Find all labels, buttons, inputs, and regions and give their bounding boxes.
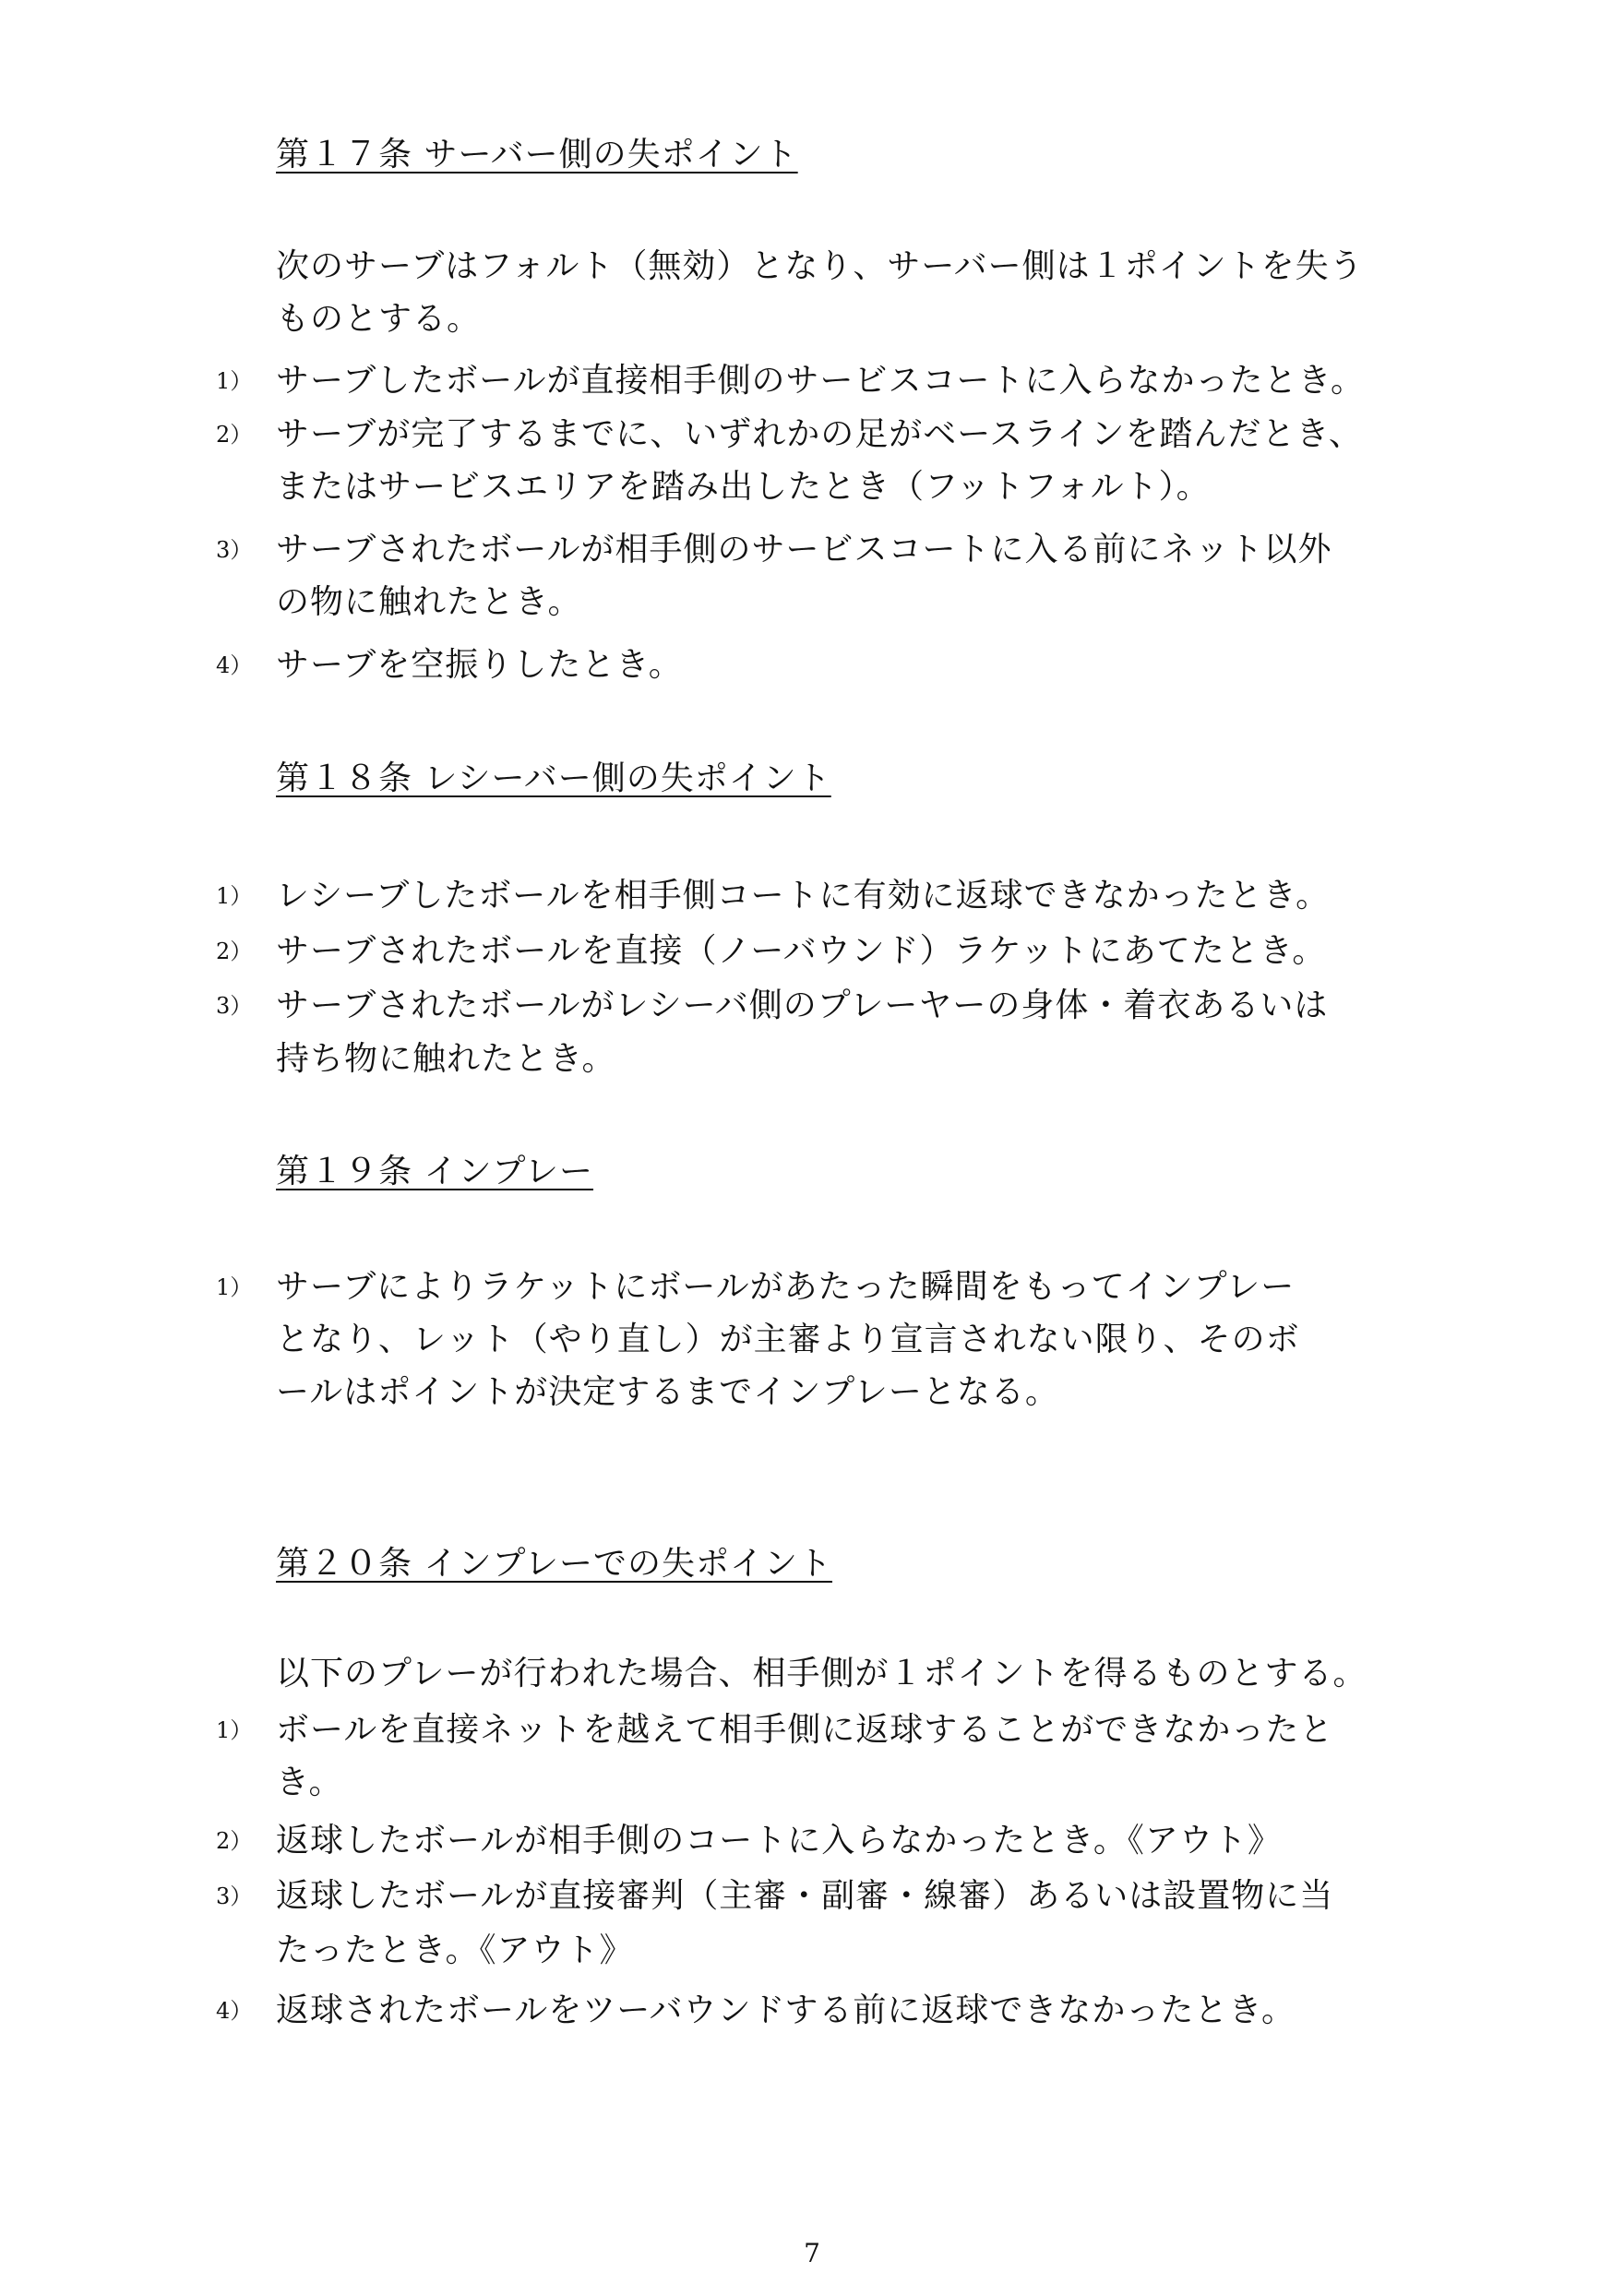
article-20-intro-line-1: 以下のプレーが行われた場合、相手側が１ポイントを得るものとする。 — [276, 1655, 1367, 1692]
article-20-heading: 第２０条 インプレーでの失ポイント — [276, 1545, 833, 1583]
article-17-item-3-line-2: の物に触れたとき。 — [276, 583, 582, 621]
article-20-item-3-number: 3） — [216, 1883, 253, 1909]
article-20-item-2-line-1: 返球したボールが相手側のコートに入らなかったとき。《アウト》 — [276, 1822, 1282, 1860]
article-20-item-1-number: 1） — [216, 1717, 253, 1743]
article-20-item-3-line-1: 返球したボールが直接審判（主審・副審・線審）あるいは設置物に当 — [276, 1877, 1334, 1915]
article-18-item-3-number: 3） — [216, 993, 253, 1019]
article-19-item-1-line-1: サーブによりラケットにボールがあたった瞬間をもってインプレー — [276, 1268, 1296, 1306]
article-18-item-3-line-1: サーブされたボールがレシーバ側のプレーヤーの身体・着衣あるいは — [276, 987, 1329, 1024]
article-17-item-3-line-1: サーブされたボールが相手側のサービスコートに入る前にネット以外 — [276, 531, 1332, 568]
article-17-item-1-number: 1） — [216, 368, 253, 394]
article-18-item-2-line-1: サーブされたボールを直接（ノーバウンド）ラケットにあてたとき。 — [276, 932, 1327, 970]
article-17-item-3-number: 3） — [216, 537, 253, 563]
article-17-intro-line-1: 次のサーブはフォルト（無効）となり、サーバー側は１ポイントを失う — [276, 247, 1364, 285]
article-17-item-1-line-1: サーブしたボールが直接相手側のサービスコートに入らなかったとき。 — [276, 362, 1366, 400]
article-17-item-2-line-2: またはサービスエリアを踏み出したとき（フットフォルト）。 — [276, 468, 1211, 506]
article-20-item-4-line-1: 返球されたボールをツーバウンドする前に返球できなかったとき。 — [276, 1991, 1296, 2029]
article-17-item-2-line-1: サーブが完了するまでに、いずれかの足がベースラインを踏んだとき、 — [276, 415, 1363, 453]
article-17-heading: 第１７条 サーバー側の失ポイント — [276, 136, 798, 173]
article-17-item-2-number: 2） — [216, 422, 253, 448]
article-19-item-1-line-2: となり、レット（やり直し）が主審より宣言されない限り、そのボ — [276, 1321, 1300, 1358]
article-18-item-2-number: 2） — [216, 939, 253, 964]
article-19-item-1-line-3: ールはポイントが決定するまでインプレーとなる。 — [276, 1373, 1059, 1411]
article-19-item-1-number: 1） — [216, 1274, 253, 1300]
article-20-item-4-number: 4） — [216, 1998, 253, 2024]
article-18-item-1-number: 1） — [216, 883, 253, 909]
article-20-item-1-line-2: き。 — [276, 1764, 343, 1801]
article-20-item-2-number: 2） — [216, 1828, 253, 1854]
article-20-item-3-line-2: たったとき。《アウト》 — [276, 1931, 634, 1969]
article-17-item-4-number: 4） — [216, 652, 253, 678]
article-17-intro-line-2: ものとする。 — [276, 300, 482, 338]
page-number: 7 — [804, 2238, 820, 2268]
article-19-heading: 第１９条 インプレー — [276, 1153, 594, 1190]
article-17-item-4-line-1: サーブを空振りしたとき。 — [276, 646, 683, 684]
article-18-item-1-line-1: レシーブしたボールを相手側コートに有効に返球できなかったとき。 — [276, 877, 1331, 915]
article-18-item-3-line-2: 持ち物に触れたとき。 — [276, 1040, 616, 1078]
article-20-item-1-line-1: ボールを直接ネットを越えて相手側に返球することができなかったと — [276, 1711, 1334, 1749]
article-18-heading: 第１８条 レシーバー側の失ポイント — [276, 759, 831, 797]
